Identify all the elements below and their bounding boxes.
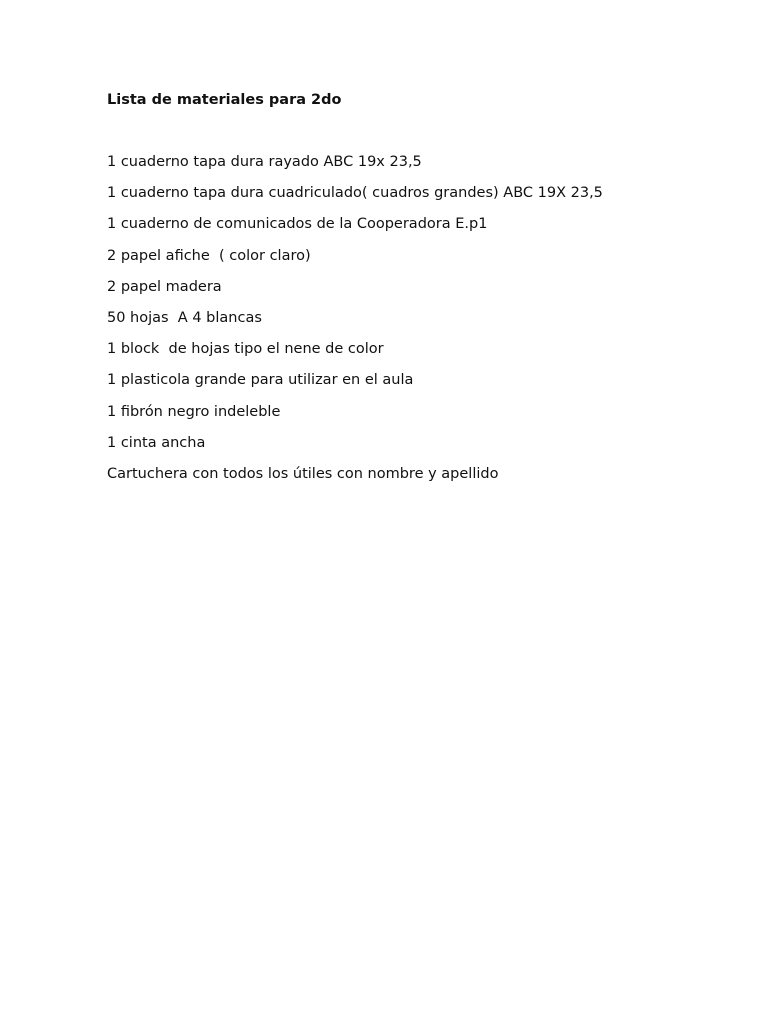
materials-list (107, 152, 603, 495)
list-item: 2 papel madera (107, 278, 222, 295)
list-item: 1 cuaderno tapa dura cuadriculado( cuadros grandes) ABC 19X 23,5 (107, 185, 603, 202)
list-item: 50 hojas A 4 blancas (107, 309, 262, 326)
list-item: 1 fibrón negro indeleble (107, 403, 281, 420)
document-title: Lista de materiales para 2do (107, 92, 342, 108)
list-item: 1 cuaderno tapa dura rayado ABC 19x 23,5 (107, 154, 422, 170)
list-item: 1 cinta ancha (107, 434, 206, 451)
list-item: 2 papel afiche ( color claro) (107, 247, 311, 264)
list-item: 1 block de hojas tipo el nene de color (107, 341, 384, 358)
list-item: 1 plasticola grande para utilizar en el aula (107, 372, 414, 389)
list-item: 1 cuaderno de comunicados de la Cooperadora E.p1 (107, 216, 488, 233)
list-item: Cartuchera con todos los útiles con nombre y apellido (107, 465, 499, 482)
